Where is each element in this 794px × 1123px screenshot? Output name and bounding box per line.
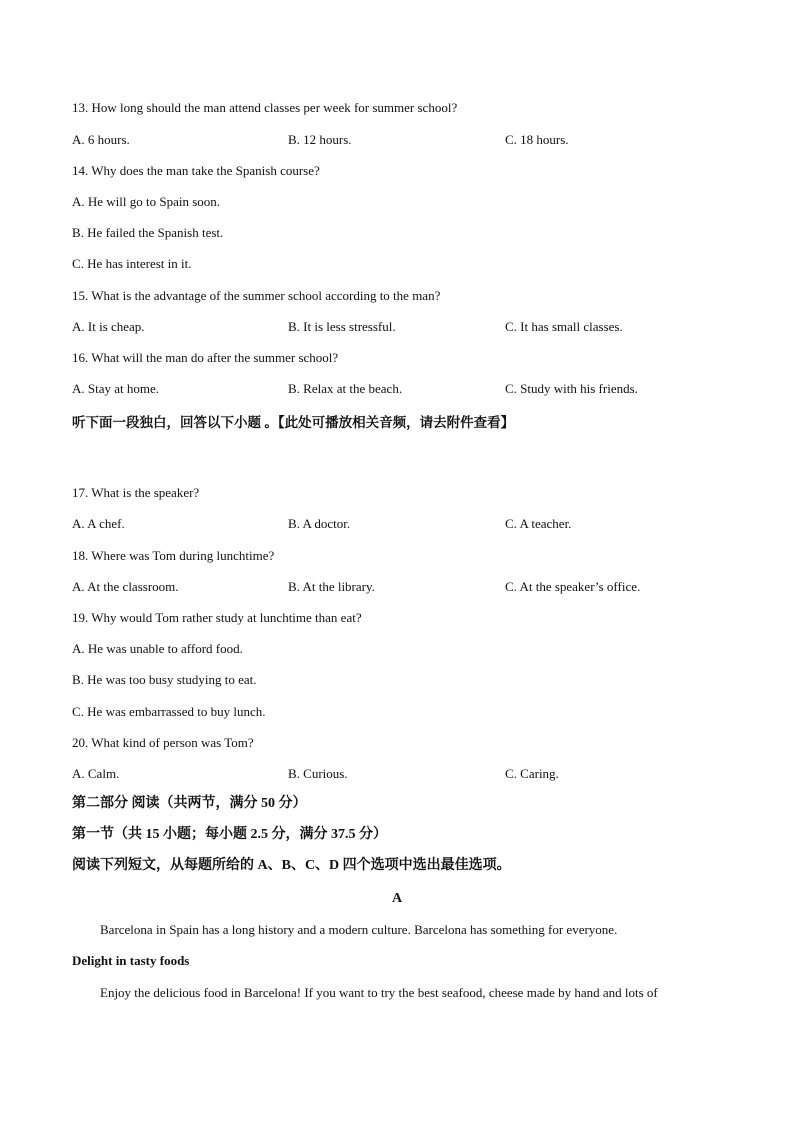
q19-option-b: B. He was too busy studying to eat. [72, 672, 257, 687]
q14-option-a: A. He will go to Spain soon. [72, 194, 221, 209]
reading-instruction: 阅读下列短文，从每题所给的 A、B、C、D 四个选项中选出最佳选项。 [72, 858, 511, 873]
q15-option-b: B. It is less stressful. [288, 319, 396, 334]
question-18: 18. Where was Tom during lunchtime? [72, 548, 275, 563]
q15-option-c: C. It has small classes. [505, 319, 623, 334]
question-13: 13. How long should the man attend classes per week for summer school? [72, 100, 458, 115]
q17-option-c: C. A teacher. [505, 516, 572, 531]
q20-option-c: C. Caring. [505, 766, 559, 781]
q14-option-b: B. He failed the Spanish test. [72, 225, 224, 240]
q18-option-c: C. At the speaker’s office. [505, 579, 641, 594]
question-16: 16. What will the man do after the summer school? [72, 350, 339, 365]
q17-option-a: A. A chef. [72, 516, 125, 531]
q20-option-b: B. Curious. [288, 766, 348, 781]
q14-option-c: C. He has interest in it. [72, 256, 192, 271]
passage-label: A [391, 891, 403, 906]
question-20: 20. What kind of person was Tom? [72, 735, 254, 750]
passage-subheading: Delight in tasty foods [72, 953, 190, 968]
q18-option-a: A. At the classroom. [72, 579, 179, 594]
monologue-instruction: 听下面一段独白，回答以下小题 。【此处可播放相关音频，请去附件查看】 [72, 415, 515, 430]
passage-intro: Barcelona in Spain has a long history and a modern culture. Barcelona has something for everyone. [100, 922, 618, 937]
question-17: 17. What is the speaker? [72, 485, 200, 500]
question-15: 15. What is the advantage of the summer school according to the man? [72, 288, 441, 303]
q17-option-b: B. A doctor. [288, 516, 351, 531]
passage-paragraph-2: Enjoy the delicious food in Barcelona! If you want to try the best seafood, cheese made by hand and lots of [100, 985, 658, 1000]
question-14: 14. Why does the man take the Spanish course? [72, 163, 320, 178]
section1-title: 第一节（共 15 小题；每小题 2.5 分，满分 37.5 分） [72, 827, 387, 842]
q16-option-b: B. Relax at the beach. [288, 381, 403, 396]
q13-option-b: B. 12 hours. [288, 132, 352, 147]
question-19: 19. Why would Tom rather study at lunchtime than eat? [72, 610, 362, 625]
q16-option-c: C. Study with his friends. [505, 381, 638, 396]
q13-option-c: C. 18 hours. [505, 132, 569, 147]
part2-title: 第二部分 阅读（共两节，满分 50 分） [72, 796, 307, 811]
q18-option-b: B. At the library. [288, 579, 375, 594]
q13-option-a: A. 6 hours. [72, 132, 130, 147]
q19-option-a: A. He was unable to afford food. [72, 641, 243, 656]
q15-option-a: A. It is cheap. [72, 319, 145, 334]
q20-option-a: A. Calm. [72, 766, 120, 781]
q19-option-c: C. He was embarrassed to buy lunch. [72, 704, 266, 719]
q16-option-a: A. Stay at home. [72, 381, 160, 396]
